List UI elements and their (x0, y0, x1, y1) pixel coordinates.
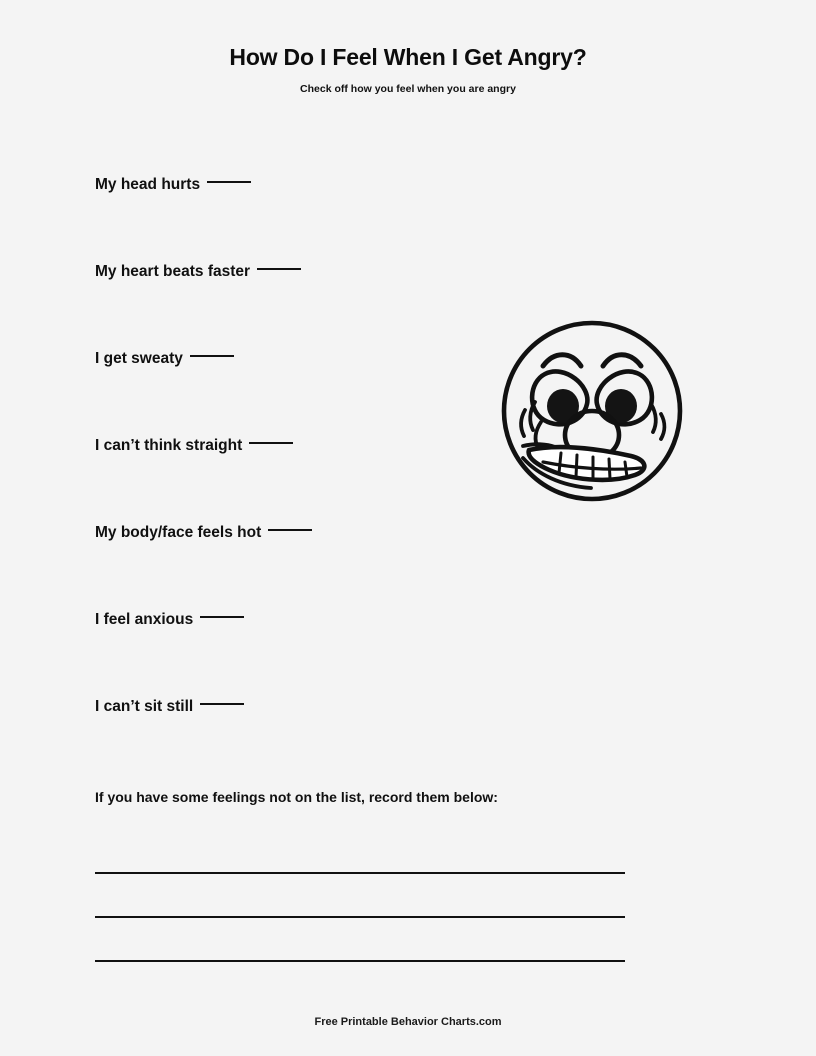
checklist-item-label: I feel anxious (95, 611, 194, 628)
freeform-write-lines (95, 830, 625, 962)
checklist-item[interactable] (95, 611, 525, 698)
checklist-item-blank[interactable] (207, 181, 251, 183)
checklist-item[interactable] (95, 524, 525, 611)
checklist-item-blank[interactable] (249, 442, 293, 444)
angry-face-icon (499, 318, 685, 504)
write-line[interactable] (95, 830, 625, 874)
page-title: How Do I Feel When I Get Angry? (229, 44, 587, 70)
checklist-item-label: I get sweaty (95, 350, 183, 367)
checklist-item[interactable] (95, 698, 525, 785)
checklist-item[interactable] (95, 350, 525, 437)
checklist-item[interactable] (95, 176, 525, 263)
checklist-item[interactable] (95, 437, 525, 524)
freeform-prompt: If you have some feelings not on the list, record them below: (95, 789, 498, 805)
checklist-item-blank[interactable] (268, 529, 312, 531)
checklist-item-blank[interactable] (257, 268, 301, 270)
checklist-item-label: My heart beats faster (95, 263, 251, 280)
checklist-item-blank[interactable] (200, 703, 244, 705)
checklist-item-label: My head hurts (95, 176, 201, 193)
footer-credit: Free Printable Behavior Charts.com (314, 1016, 502, 1028)
checklist-item-label: I can’t think straight (95, 437, 243, 454)
checklist-item-label: My body/face feels hot (95, 524, 262, 541)
checklist-item-blank[interactable] (200, 616, 244, 618)
write-line[interactable] (95, 918, 625, 962)
checklist-item-blank[interactable] (190, 355, 234, 357)
page-subtitle: Check off how you feel when you are angry (300, 83, 516, 95)
feelings-checklist (95, 176, 525, 785)
checklist-item-label: I can’t sit still (95, 698, 194, 715)
checklist-item[interactable] (95, 263, 525, 350)
write-line[interactable] (95, 874, 625, 918)
